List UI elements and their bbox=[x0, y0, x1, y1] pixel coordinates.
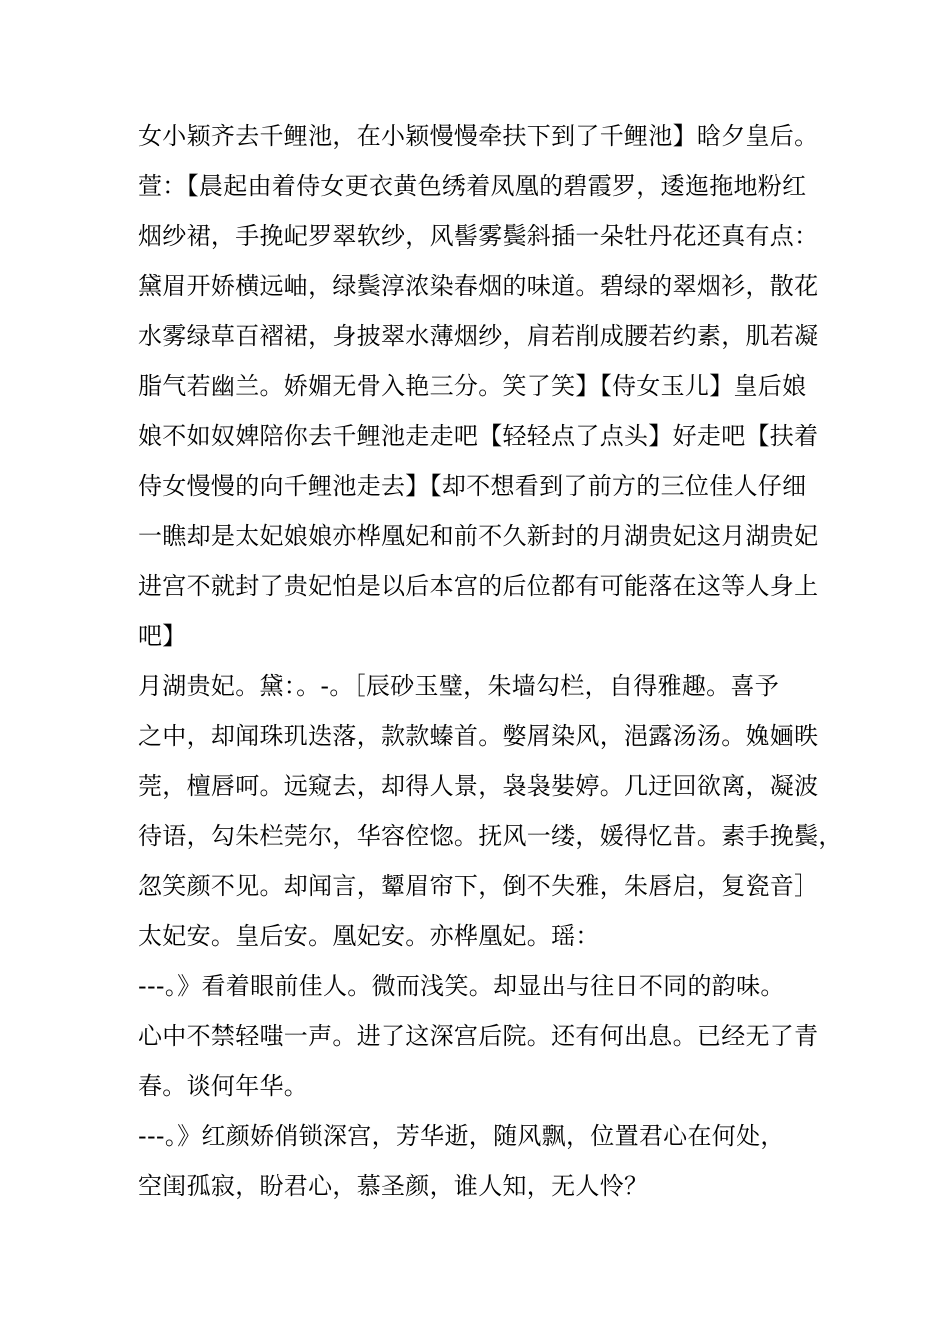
text-line-15: 待语，勾朱栏莞尔，华容倥惚。抚风一缕，媛得忆昔。素手挽鬓， bbox=[138, 822, 843, 850]
text-line-14: 莞，檀唇呵。远窥去，却得人景，袅袅娤婷。几迂回欲离，凝波 bbox=[138, 772, 819, 800]
text-line-1: 女小颖齐去千鲤池，在小颖慢慢牵扶下到了千鲤池】晗夕皇后。 bbox=[138, 122, 819, 150]
text-line-4: 黛眉开娇横远岫，绿鬓淳浓染春烟的味道。碧绿的翠烟衫，散花 bbox=[138, 272, 819, 300]
text-line-20: 春。谈何年华。 bbox=[138, 1072, 309, 1100]
text-line-10: 进宫不就封了贵妃怕是以后本宫的后位都有可能落在这等人身上 bbox=[138, 572, 819, 600]
text-line-2: 萱：【晨起由着侍女更衣黄色绣着凤凰的碧霞罗，逶迤拖地粉红 bbox=[138, 172, 807, 200]
text-line-11: 吧】 bbox=[138, 622, 187, 650]
text-line-19: 心中不禁轻嗤一声。进了这深宫后院。还有何出息。已经无了青 bbox=[138, 1022, 819, 1050]
text-line-13: 之中，却闻珠玑迭落，款款螓首。嫳屑染风，浥露汤汤。婏婳昳 bbox=[138, 722, 819, 750]
text-line-5: 水雾绿草百褶裙，身披翠水薄烟纱，肩若削成腰若约素，肌若凝 bbox=[138, 322, 819, 350]
text-line-3: 烟纱裙，手挽屺罗翠软纱，风髻雾鬓斜插一朵牡丹花还真有点： bbox=[138, 222, 819, 250]
text-line-12: 月湖贵妃。黛：。-。［辰砂玉璧，朱墙勾栏，自得雅趣。喜予 bbox=[138, 672, 780, 700]
text-line-6: 脂气若幽兰。娇媚无骨入艳三分。笑了笑】【侍女玉儿】皇后娘 bbox=[138, 372, 807, 400]
text-line-21: ---。》红颜娇俏锁深宫，芳华逝，随风飘，位置君心在何处， bbox=[138, 1122, 785, 1150]
text-line-7: 娘不如奴婢陪你去千鲤池走走吧【轻轻点了点头】好走吧【扶着 bbox=[138, 422, 819, 450]
text-line-18: ---。》看着眼前佳人。微而浅笑。却显出与往日不同的韵味。 bbox=[138, 972, 785, 1000]
text-line-22: 空闺孤寂，盼君心，慕圣颜，谁人知，无人怜？ bbox=[138, 1172, 649, 1200]
text-line-9: 一瞧却是太妃娘娘亦桦凰妃和前不久新封的月湖贵妃这月湖贵妃 bbox=[138, 522, 819, 550]
text-line-17: 太妃安。皇后安。凰妃安。亦桦凰妃。瑶： bbox=[138, 922, 600, 950]
document-body bbox=[138, 111, 843, 1211]
text-line-8: 侍女慢慢的向千鲤池走去】【却不想看到了前方的三位佳人仔细 bbox=[138, 472, 807, 500]
text-line-16: 忽笑颜不见。却闻言，颦眉帘下，倒不失雅，朱唇启，复瓷音］ bbox=[138, 872, 819, 900]
